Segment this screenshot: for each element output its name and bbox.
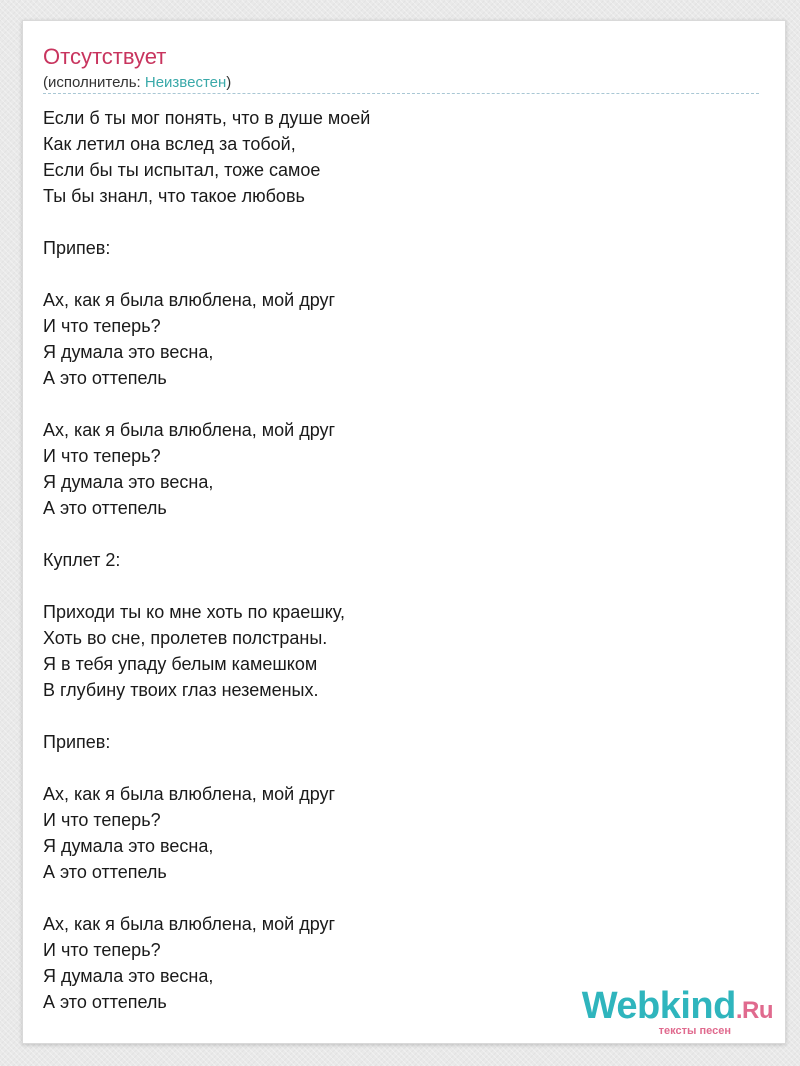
logo-tagline: тексты песен — [658, 1025, 731, 1037]
lyric-line: Я думала это весна, — [43, 342, 214, 362]
lyric-blank-line — [43, 391, 759, 417]
artist-suffix: ) — [226, 74, 232, 91]
lyrics-card — [22, 20, 786, 1044]
lyric-line: Ты бы знанл, что такое любовь — [43, 186, 305, 206]
lyric-line: Ах, как я была влюблена, мой друг — [43, 290, 336, 310]
lyric-line: И что теперь? — [43, 810, 161, 830]
lyric-line: Припев: — [43, 238, 111, 258]
lyric-line: Я думала это весна, — [43, 836, 214, 856]
lyric-line: А это оттепель — [43, 368, 167, 388]
logo-domain-text: .Ru — [735, 997, 773, 1024]
lyric-blank-line — [43, 521, 759, 547]
lyric-line: В глубину твоих глаз неземеных. — [43, 680, 319, 700]
lyric-line: Припев: — [43, 732, 111, 752]
lyric-line: А это оттепель — [43, 862, 167, 882]
logo-main-text: Webkind — [581, 985, 736, 1027]
lyric-blank-line — [43, 261, 759, 287]
site-logo[interactable] — [582, 986, 773, 1037]
lyric-blank-line — [43, 573, 759, 599]
lyric-blank-line — [43, 755, 759, 781]
lyric-line: Если бы ты испытал, тоже самое — [43, 160, 321, 180]
artist-prefix: (исполнитель: — [43, 74, 145, 91]
lyric-line: Ах, как я была влюблена, мой друг — [43, 420, 336, 440]
lyric-line: И что теперь? — [43, 446, 161, 466]
lyric-line: И что теперь? — [43, 316, 161, 336]
lyric-line: Если б ты мог понять, что в душе моей — [43, 108, 371, 128]
lyric-line: Приходи ты ко мне хоть по краешку, — [43, 602, 345, 622]
lyric-line: Хоть во сне, пролетев полстраны. — [43, 628, 328, 648]
lyric-line: А это оттепель — [43, 498, 167, 518]
artist-link[interactable]: Неизвестен — [144, 74, 227, 91]
lyric-line: Куплет 2: — [43, 550, 121, 570]
lyric-blank-line — [43, 885, 759, 911]
song-title: Отсутствует — [43, 44, 167, 69]
lyrics-body — [43, 105, 759, 1015]
lyric-line: Как летил она вслед за тобой, — [43, 134, 296, 154]
lyric-line: Ах, как я была влюблена, мой друг — [43, 784, 336, 804]
lyric-line: Ах, как я была влюблена, мой друг — [43, 914, 336, 934]
lyric-line: Я думала это весна, — [43, 472, 214, 492]
divider — [43, 93, 759, 94]
lyric-line: Я думала это весна, — [43, 966, 214, 986]
lyric-blank-line — [43, 703, 759, 729]
lyric-line: И что теперь? — [43, 940, 161, 960]
lyric-line: Я в тебя упаду белым камешком — [43, 654, 318, 674]
lyric-blank-line — [43, 209, 759, 235]
artist-line — [43, 74, 231, 92]
lyric-line: А это оттепель — [43, 992, 167, 1012]
